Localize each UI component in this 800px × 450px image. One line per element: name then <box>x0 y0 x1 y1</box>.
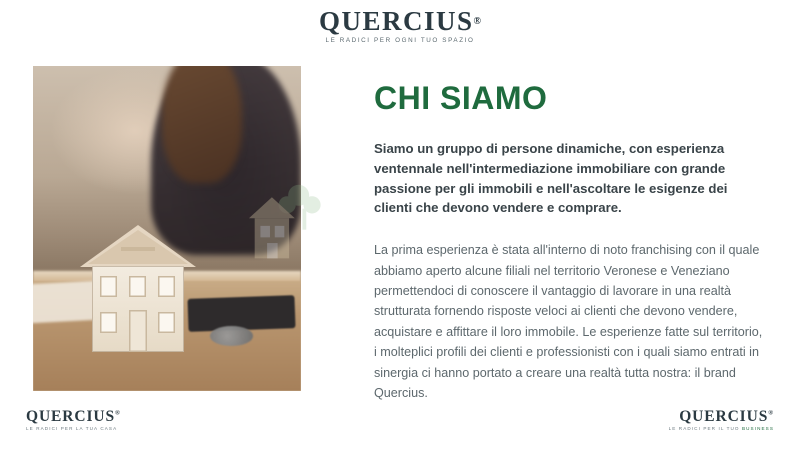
footer-logo-casa <box>26 409 121 432</box>
model-house-window <box>100 312 117 333</box>
photo-model-house <box>79 225 197 362</box>
lead-paragraph: Siamo un gruppo di persone dinamiche, con esperienza ventennale nell'intermediazione immobiliare con grande passione per gli immobili e nell'ascoltare le esigenze dei clienti che devono vendere e comprare. <box>374 141 728 216</box>
brand-logo-registered-mark: ® <box>473 15 481 27</box>
model-house-window <box>158 276 175 297</box>
model-house-door <box>129 310 147 352</box>
footer-logo-business <box>669 409 774 432</box>
model-house-window <box>100 276 117 297</box>
footer-right-logo-word: QUERCIUS <box>679 408 769 426</box>
footer-left-tagline: LE RADICI PER LA TUA CASA <box>26 426 118 432</box>
model-house-window <box>129 276 146 297</box>
footer-right-tagline <box>669 427 774 432</box>
model-house-window <box>158 312 175 333</box>
footer-left-registered-mark: ® <box>115 410 121 418</box>
brand-logo-tagline: LE RADICI PER OGNI TUO SPAZIO <box>325 37 475 44</box>
model-house-body <box>92 266 184 352</box>
photo-tablet-device <box>188 295 296 331</box>
page-title: CHI SIAMO <box>374 80 548 116</box>
footer-right-tagline-accent: BUSINESS <box>741 426 774 432</box>
photo-person-hair <box>162 66 242 183</box>
main-content <box>374 80 766 403</box>
footer-left-logo-word: QUERCIUS <box>26 408 116 426</box>
model-house-ridge <box>121 247 155 251</box>
photo-keys <box>210 326 253 346</box>
brand-logo <box>319 8 481 44</box>
brand-logo-word: QUERCIUS <box>318 6 474 36</box>
hero-image <box>33 66 301 391</box>
footer-right-tagline-prefix: LE RADICI PER IL TUO <box>668 426 742 432</box>
footer-right-registered-mark: ® <box>768 410 774 418</box>
header <box>0 8 800 44</box>
body-paragraph: La prima esperienza è stata all'interno di noto franchising con il quale abbiamo aperto alcune filiali nel territorio Veronese e Veneziano permettendoci di conoscere il vantaggio di lavorare in una realtà strutturata fornendo risposte veloci ai clienti che devono vendere, acquistare e affittare il loro immobile. Le esperienze fatte sul territorio, i molteplici profili dei clienti e professionisti con i quali siamo entrati in sinergia ci hanno portato a creare una realtà tutta nostra: il brand Quercius. <box>374 243 763 400</box>
